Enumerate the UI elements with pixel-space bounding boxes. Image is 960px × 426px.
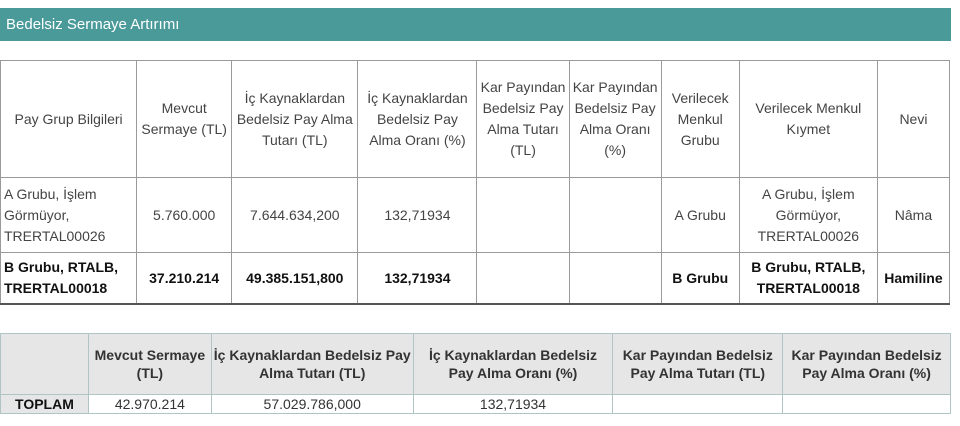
section-title: Bedelsiz Sermaye Artırımı bbox=[0, 8, 951, 41]
cell-menkul-kiymet: A Grubu, İşlem Görmüyor, TRERTAL00026 bbox=[739, 178, 877, 253]
totals-table bbox=[0, 333, 951, 414]
totals-row bbox=[1, 395, 951, 414]
totals-header-ic-kaynak-tutar: İç Kaynaklardan Bedelsiz Pay Alma Tutarı (TL) bbox=[211, 334, 413, 395]
col-header-menkul-kiymet: Verilecek Menkul Kıymet bbox=[739, 61, 877, 178]
capital-increase-table bbox=[0, 60, 950, 305]
cell-ic-kaynak-tutar: 49.385.151,800 bbox=[232, 253, 358, 305]
cell-ic-kaynak-oran: 132,71934 bbox=[358, 253, 477, 305]
totals-header-row bbox=[1, 334, 951, 395]
cell-mevcut-sermaye: 37.210.214 bbox=[137, 253, 232, 305]
col-header-kar-payi-tutar: Kar Payından Bedelsiz Pay Alma Tutarı (TL) bbox=[477, 61, 569, 178]
totals-header-blank bbox=[1, 334, 89, 395]
cell-pay-grup: A Grubu, İşlem Görmüyor, TRERTAL00026 bbox=[1, 178, 137, 253]
cell-menkul-grubu: A Grubu bbox=[661, 178, 739, 253]
totals-header-mevcut-sermaye: Mevcut Sermaye (TL) bbox=[88, 334, 211, 395]
cell-kar-payi-tutar bbox=[477, 253, 569, 305]
cell-menkul-grubu: B Grubu bbox=[661, 253, 739, 305]
table-header-row bbox=[1, 61, 950, 178]
totals-label: TOPLAM bbox=[1, 395, 89, 414]
totals-header-kar-payi-oran: Kar Payından Bedelsiz Pay Alma Oranı (%) bbox=[783, 334, 951, 395]
cell-ic-kaynak-tutar: 7.644.634,200 bbox=[232, 178, 358, 253]
totals-header-ic-kaynak-oran: İç Kaynaklardan Bedelsiz Pay Alma Oranı (%) bbox=[413, 334, 613, 395]
totals-kar-payi-oran bbox=[783, 395, 951, 414]
cell-menkul-kiymet: B Grubu, RTALB, TRERTAL00018 bbox=[739, 253, 877, 305]
col-header-pay-grup: Pay Grup Bilgileri bbox=[1, 61, 137, 178]
table-row bbox=[1, 253, 950, 305]
cell-kar-payi-tutar bbox=[477, 178, 569, 253]
col-header-nevi: Nevi bbox=[877, 61, 949, 178]
cell-pay-grup: B Grubu, RTALB, TRERTAL00018 bbox=[1, 253, 137, 305]
table-row bbox=[1, 178, 950, 253]
col-header-kar-payi-oran: Kar Payından Bedelsiz Pay Alma Oranı (%) bbox=[569, 61, 661, 178]
cell-kar-payi-oran bbox=[569, 253, 661, 305]
col-header-ic-kaynak-oran: İç Kaynaklardan Bedelsiz Pay Alma Oranı (%) bbox=[358, 61, 477, 178]
col-header-menkul-grubu: Verilecek Menkul Grubu bbox=[661, 61, 739, 178]
col-header-mevcut-sermaye: Mevcut Sermaye (TL) bbox=[137, 61, 232, 178]
cell-ic-kaynak-oran: 132,71934 bbox=[358, 178, 477, 253]
totals-ic-kaynak-tutar: 57.029.786,000 bbox=[211, 395, 413, 414]
cell-nevi: Hamiline bbox=[877, 253, 949, 305]
cell-nevi: Nâma bbox=[877, 178, 949, 253]
cell-mevcut-sermaye: 5.760.000 bbox=[137, 178, 232, 253]
cell-kar-payi-oran bbox=[569, 178, 661, 253]
totals-ic-kaynak-oran: 132,71934 bbox=[413, 395, 613, 414]
totals-kar-payi-tutar bbox=[613, 395, 783, 414]
col-header-ic-kaynak-tutar: İç Kaynaklardan Bedelsiz Pay Alma Tutarı (TL) bbox=[232, 61, 358, 178]
totals-header-kar-payi-tutar: Kar Payından Bedelsiz Pay Alma Tutarı (TL) bbox=[613, 334, 783, 395]
totals-mevcut-sermaye: 42.970.214 bbox=[88, 395, 211, 414]
